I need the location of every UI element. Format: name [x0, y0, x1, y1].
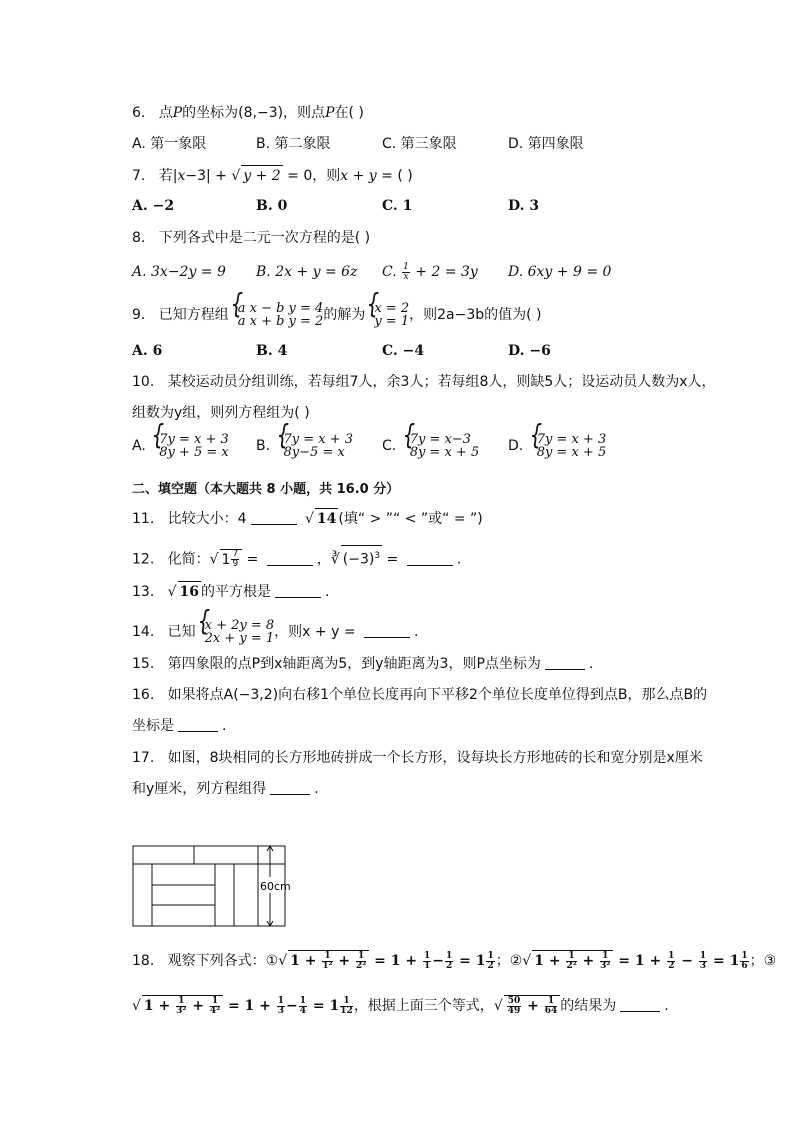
q18-expr-4: $\frac{50}{49}$ + $\frac{1}{64}$: [504, 995, 561, 1016]
q6-option-d: D. 第四象限: [508, 136, 584, 152]
question-18-line-1: [132, 950, 776, 971]
q6-option-c: C. 第三象限: [382, 136, 457, 152]
sqrt-symbol: √: [167, 584, 177, 600]
fraction: $\frac{1}{x}$: [403, 261, 409, 282]
q9-eq2: a x + b y = 2: [237, 314, 324, 329]
q11-text-a: 比较大小：4: [167, 511, 247, 527]
q6-option-b: B. 第二象限: [256, 136, 331, 152]
q12-tail: .: [456, 551, 462, 568]
sqrt-symbol: √: [231, 168, 241, 184]
q6-option-a: A. 第一象限: [132, 136, 207, 152]
q7-option-c: C. 1: [382, 198, 413, 214]
q12-text-a: 化简：: [167, 551, 210, 568]
q7-text-c: = 0，则: [282, 168, 341, 184]
q10-c-eq2: 8y = x + 5: [409, 445, 480, 460]
q10-c-system: [401, 433, 480, 459]
q12-cube-expr: $(-3)^3$: [341, 545, 382, 570]
q6-text-b: 的坐标为(8,−3)，则点: [182, 105, 326, 121]
question-17-line-1: [132, 748, 703, 768]
q11-number: 11.: [132, 511, 155, 527]
q18-result-1-b: $\frac{1}{1}$ − $\frac{1}{2}$ = 1 $\frac{1}{2}$: [423, 950, 494, 971]
q11-text-b: (填“ > ”“ < ”或“ = ”): [338, 511, 483, 527]
q10-a-system: [150, 433, 229, 459]
q16-text-1: 如果将点A(−3,2)向右移1个单位长度再向下平移2个单位长度单位得到点B，那么点B的: [167, 687, 708, 703]
q7-option-b: B. 0: [256, 198, 288, 214]
q7-text-e: = ( ): [376, 168, 413, 184]
q18-result-1-a: = 1 +: [369, 953, 422, 969]
q18-tail: .: [664, 998, 669, 1014]
q17-number: 17.: [132, 750, 155, 766]
q7-option-d: D. 3: [508, 198, 540, 214]
question-15: [132, 654, 593, 674]
question-8: [132, 228, 370, 248]
q16-number: 16.: [132, 687, 155, 703]
question-6: [132, 103, 364, 123]
question-9: [132, 302, 542, 328]
q12-eq2: =: [382, 551, 403, 568]
q17-text-1: 如图，8块相同的长方形地砖拼成一个长方形，设每块长方形地砖的长和宽分别是x厘米: [167, 750, 703, 766]
question-10-line-2: 组数为y组，则列方程组为( ): [132, 405, 310, 421]
q11-radicand: 14: [315, 508, 338, 529]
q8-option-a: A. 3x−2y = 9: [132, 264, 226, 280]
q18-text-a: 观察下列各式：①: [167, 953, 279, 969]
answer-blank[interactable]: [267, 551, 313, 566]
q6-text-c: 在( ): [334, 105, 364, 121]
question-14: [132, 619, 418, 645]
answer-blank[interactable]: [407, 551, 453, 566]
q18-text-d: ，根据上面三个等式，: [353, 998, 494, 1014]
q12-eq1: =: [242, 551, 263, 568]
q18-expr-2: 1 + $\frac{1}{\text{2²}}$ + $\frac{1}{\text{3²}}$: [532, 950, 613, 971]
q18-text-e: 的结果为: [560, 998, 617, 1014]
q9-text-a: 已知方程组: [158, 307, 229, 323]
q9-sol2: y = 1: [374, 314, 410, 329]
q14-text-b: ，则x + y =: [274, 624, 361, 640]
q18-result-2: = 1 + $\frac{1}{2}$ − $\frac{1}{3}$ = 1 $\frac{1}{6}$: [613, 950, 748, 971]
q16-text-2: 坐标是: [132, 718, 174, 734]
answer-blank[interactable]: [275, 583, 321, 598]
q15-text: 第四象限的点P到x轴距离为5，到y轴距离为3，则P点坐标为: [167, 656, 541, 672]
section-heading: 二、填空题（本大题共 8 小题，共 16.0 分）: [132, 482, 400, 497]
q14-eq2: 2x + y = 1: [204, 631, 275, 646]
q14-text-a: 已知: [167, 624, 196, 640]
q10-option-d: [508, 433, 606, 459]
question-17-line-2: [132, 779, 319, 799]
answer-blank[interactable]: [545, 655, 585, 670]
q18-expr-1: 1 + $\frac{1}{\text{1²}}$ + $\frac{1}{\text{2²}}$: [288, 950, 369, 971]
q8-option-c-tail: + 2 = 3y: [410, 264, 478, 280]
answer-blank[interactable]: [364, 623, 410, 638]
q18-number: 18.: [132, 953, 155, 969]
q8-number: 8.: [132, 230, 146, 246]
question-11: [132, 508, 483, 529]
q10-a-label: A.: [132, 438, 146, 454]
q8-text: 下列各式中是二元一次方程的是( ): [158, 230, 371, 246]
q7-number: 7.: [132, 168, 146, 184]
q6-text-a: 点: [158, 105, 173, 121]
q7-radicand: y + 2: [241, 165, 282, 186]
sqrt-symbol: √: [209, 551, 219, 568]
q14-number: 14.: [132, 624, 155, 640]
q12-number: 12.: [132, 551, 155, 568]
q8-option-c-label: C.: [382, 264, 402, 280]
equation-system: [229, 302, 324, 328]
q10-c-label: C.: [382, 438, 397, 454]
q14-tail: .: [414, 624, 419, 640]
q9-sol1: { x = 2: [374, 301, 410, 316]
q7-expr: x + y: [340, 168, 377, 184]
q17-tail: .: [314, 781, 319, 797]
q10-b-system: [275, 433, 354, 459]
q13-text: 的平方根是: [201, 584, 272, 600]
cbrt-symbol: ∛: [330, 551, 340, 568]
q9-option-b: B. 4: [256, 343, 288, 359]
answer-blank[interactable]: [270, 780, 310, 795]
q17-text-2: 和y厘米，列方程组得: [132, 781, 267, 797]
q6-var2: P: [325, 105, 335, 121]
sqrt-symbol: √: [493, 998, 503, 1014]
q10-number: 10.: [132, 374, 155, 390]
q9-option-d: D. −6: [508, 343, 551, 359]
sqrt-symbol: √: [132, 998, 141, 1014]
q10-b-eq2: 8y−5 = x: [283, 445, 345, 460]
question-13: [132, 581, 329, 602]
q18-expr-3: 1 + $\frac{1}{\text{3²}}$ + $\frac{1}{\text{4²}}$: [142, 995, 223, 1016]
solution-system: [365, 302, 409, 328]
q16-tail: .: [222, 718, 227, 734]
q7-text-b: −3| +: [185, 168, 232, 184]
question-18-line-2: [132, 995, 669, 1016]
sqrt-symbol: √: [278, 953, 288, 969]
q6-var: P: [172, 105, 183, 121]
question-10-line-1: [132, 372, 716, 392]
q6-number: 6.: [132, 105, 146, 121]
question-12: [132, 545, 461, 570]
q10-option-b: [256, 433, 353, 459]
q10-b-label: B.: [256, 438, 271, 454]
q13-number: 13.: [132, 584, 155, 600]
q18-result-3: = 1 + $\frac{1}{3}$ − $\frac{1}{4}$ = 1 $\frac{1}{12}$: [223, 995, 353, 1016]
q10-c-eq1: { 7y = x−3: [409, 432, 471, 447]
q9-option-c: C. −4: [382, 343, 425, 359]
q10-a-eq2: 8y + 5 = x: [159, 445, 229, 460]
q14-eq1: { x + 2y = 8: [204, 618, 275, 633]
question-16-line-2: [132, 716, 226, 736]
sqrt-symbol: √: [522, 953, 532, 969]
q7-var: x: [177, 168, 186, 184]
tile-figure: [132, 843, 292, 929]
q8-option-d: D. 6xy + 9 = 0: [508, 264, 612, 280]
q12-mixed-number: 1 $\frac{7}{9}$: [220, 549, 243, 570]
q15-tail: .: [588, 656, 594, 672]
q10-a-eq1: { 7y = x + 3: [159, 432, 229, 447]
q14-system: [196, 619, 275, 645]
q9-option-a: A. 6: [132, 343, 163, 359]
q10-d-eq2: 8y = x + 5: [536, 445, 607, 460]
sqrt-symbol: √: [305, 511, 314, 527]
q10-d-label: D.: [508, 438, 524, 454]
q10-option-c: [382, 433, 479, 459]
q10-d-eq1: { 7y = x + 3: [536, 432, 607, 447]
q13-radicand: 16: [178, 581, 201, 602]
height-label: 60cm: [260, 880, 291, 893]
q10-b-eq1: { 7y = x + 3: [283, 432, 354, 447]
q9-eq1: { a x − b y = 4: [237, 301, 324, 316]
answer-blank[interactable]: [620, 997, 660, 1012]
q18-text-c: ；③: [749, 953, 777, 969]
q8-option-c: [382, 262, 478, 282]
q10-d-system: [528, 433, 607, 459]
q18-text-b: ；②: [495, 953, 523, 969]
q9-text-c: ，则2a−3b的值为( ): [409, 307, 542, 323]
q8-option-b: B. 2x + y = 6z: [256, 264, 358, 280]
answer-blank[interactable]: [178, 717, 218, 732]
q10-option-a: [132, 433, 229, 459]
q10-text-1: 某校运动员分组训练，若每组7人，余3人；若每组8人，则缺5人；设运动员人数为x人，: [167, 374, 716, 390]
q15-number: 15.: [132, 656, 155, 672]
q7-option-a: A. −2: [132, 198, 175, 214]
answer-blank[interactable]: [251, 510, 297, 525]
q13-tail: .: [325, 584, 330, 600]
q7-text-a: 若|: [158, 168, 178, 184]
q12-sep: ，: [316, 551, 331, 568]
question-16-line-1: [132, 685, 707, 705]
question-7: [132, 165, 413, 186]
q9-number: 9.: [132, 307, 146, 323]
q9-text-b: 的解为: [323, 307, 366, 323]
